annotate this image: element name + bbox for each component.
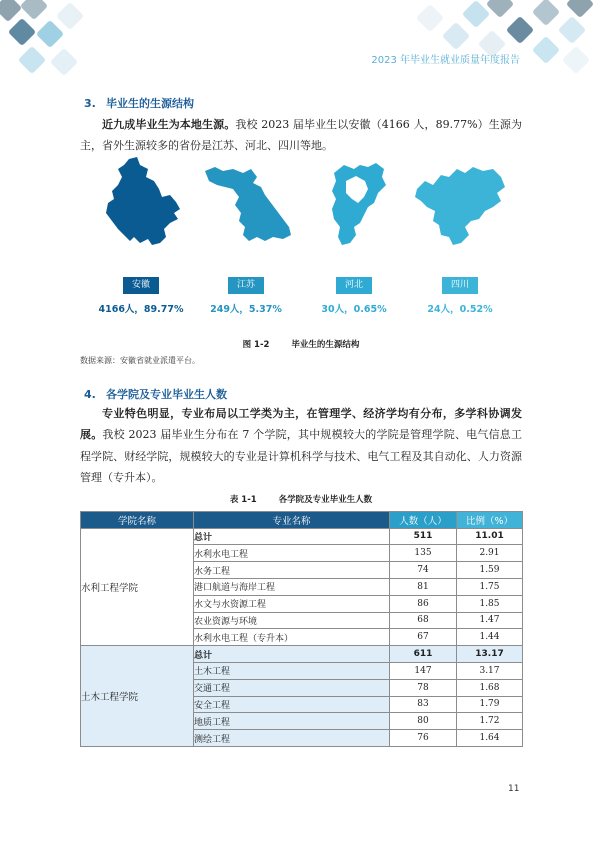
jiangsu-map-shape — [203, 165, 291, 242]
graduate-ratio: 1.72 — [457, 713, 523, 730]
section-4-title: 各学院及专业毕业生人数 — [106, 388, 227, 401]
graduate-count: 78 — [390, 679, 457, 696]
college-name: 水利工程学院 — [81, 528, 194, 646]
province-value: 249人，5.37% — [210, 304, 282, 315]
decor-square — [416, 4, 444, 32]
major-name: 交通工程 — [194, 679, 390, 696]
graduate-ratio: 11.01 — [457, 528, 523, 545]
graduate-count: 86 — [390, 595, 457, 612]
province-value: 24人，0.52% — [427, 304, 493, 315]
province-anhui — [86, 155, 196, 320]
graduate-ratio: 1.68 — [457, 679, 523, 696]
province-hebei — [299, 155, 409, 320]
page-number: 11 — [508, 784, 520, 794]
table-caption-text: 各学院及专业毕业生人数 — [278, 495, 373, 505]
decor-square — [532, 0, 560, 26]
graduate-count: 83 — [390, 696, 457, 713]
header-count: 人数（人） — [390, 512, 457, 529]
section-3-heading — [84, 98, 194, 110]
graduate-count: 147 — [390, 662, 457, 679]
province-sichuan — [405, 155, 515, 320]
graduate-count: 67 — [390, 629, 457, 646]
table-header-row — [81, 512, 523, 529]
province-label: 河北 — [336, 277, 372, 294]
graduate-count: 135 — [390, 545, 457, 562]
section-4-number: 4. — [84, 388, 96, 401]
major-name: 地质工程 — [194, 713, 390, 730]
section-4-heading — [84, 389, 227, 401]
province-value: 30人，0.65% — [321, 304, 387, 315]
section-3-title: 毕业生的生源结构 — [106, 97, 194, 110]
graduate-count: 611 — [390, 646, 457, 663]
major-name: 水文与水资源工程 — [194, 595, 390, 612]
decor-square — [50, 48, 78, 76]
decor-square — [56, 2, 84, 30]
graduates-by-major-table — [80, 511, 523, 747]
graduate-count: 74 — [390, 562, 457, 579]
hebei-map-shape — [330, 163, 386, 246]
decor-square — [0, 0, 22, 22]
major-name: 农业资源与环境 — [194, 612, 390, 629]
graduate-ratio: 3.17 — [457, 662, 523, 679]
college-group — [81, 528, 523, 646]
major-name: 测绘工程 — [194, 730, 390, 747]
decor-square — [558, 16, 586, 44]
major-name: 水利水电工程（专升本） — [194, 629, 390, 646]
table-row — [81, 646, 523, 663]
graduate-count: 80 — [390, 713, 457, 730]
section-4-paragraph — [80, 403, 522, 488]
province-jiangsu — [191, 155, 301, 320]
table-row — [81, 528, 523, 545]
decor-square — [562, 46, 590, 74]
table-number: 表 1-1 — [229, 495, 257, 505]
major-name: 总计 — [194, 528, 390, 545]
decor-square — [486, 0, 514, 18]
major-name: 安全工程 — [194, 696, 390, 713]
graduate-ratio: 1.47 — [457, 612, 523, 629]
section-3-lead-text: 我校 2023 届毕业生以安徽（4166 人，89.77%）生源为主，省外生源较多的省份是江苏、河北、四川等地。 — [80, 118, 523, 152]
graduate-ratio: 1.44 — [457, 629, 523, 646]
figure-caption-text: 毕业生的生源结构 — [291, 340, 360, 350]
graduate-ratio: 1.79 — [457, 696, 523, 713]
section-4-lead-bold: 专业特色明显，专业布局以工学类为主，在管理学、经济学均有分布，多学科协调发展。 — [80, 407, 522, 442]
graduate-ratio: 1.75 — [457, 578, 523, 595]
province-label: 四川 — [442, 277, 478, 294]
graduate-ratio: 1.85 — [457, 595, 523, 612]
graduate-count: 81 — [390, 578, 457, 595]
figure-number: 图 1-2 — [242, 340, 270, 350]
decor-square — [20, 0, 48, 20]
sichuan-map-shape — [413, 165, 506, 246]
graduate-ratio: 2.91 — [457, 545, 523, 562]
section-3-number: 3. — [84, 97, 96, 110]
graduate-count: 511 — [390, 528, 457, 545]
graduate-ratio: 1.64 — [457, 730, 523, 747]
major-name: 总计 — [194, 646, 390, 663]
graduate-count: 68 — [390, 612, 457, 629]
anhui-map-shape — [104, 157, 181, 246]
decor-square — [532, 36, 560, 64]
graduate-count: 76 — [390, 730, 457, 747]
graduate-ratio: 13.17 — [457, 646, 523, 663]
college-name: 土木工程学院 — [81, 646, 194, 747]
section-4-body-text: 我校 2023 届毕业生分布在 7 个学院，其中规模较大的学院是管理学院、电气信息工程学院、财经学院，规模较大的专业是计算机科学与技术、电气工程及其自动化、人力资源管理（专升本）。 — [80, 428, 522, 484]
decor-square — [442, 22, 470, 50]
major-name: 水利水电工程 — [194, 545, 390, 562]
section-3-lead-bold: 近九成毕业生为本地生源。 — [102, 118, 236, 131]
decor-square — [18, 46, 46, 74]
decor-square — [566, 0, 594, 18]
college-group — [81, 646, 523, 747]
province-label: 安徽 — [123, 277, 159, 294]
header-ratio: 比例（%） — [457, 512, 523, 529]
major-name: 土木工程 — [194, 662, 390, 679]
header-college: 学院名称 — [81, 512, 194, 529]
graduate-ratio: 1.59 — [457, 562, 523, 579]
table-caption — [80, 493, 522, 505]
province-value: 4166人，89.77% — [98, 304, 184, 315]
decor-square — [36, 20, 64, 48]
decor-square — [8, 18, 36, 46]
major-name: 水务工程 — [194, 562, 390, 579]
figure-caption — [80, 338, 522, 350]
header-major: 专业名称 — [194, 512, 390, 529]
major-name: 港口航道与海岸工程 — [194, 578, 390, 595]
province-label: 江苏 — [228, 277, 264, 294]
data-source-note: 数据来源：安徽省就业派遣平台。 — [80, 356, 200, 365]
decor-square — [506, 16, 534, 44]
report-header-title: 2023 年毕业生就业质量年度报告 — [371, 55, 520, 66]
section-3-paragraph — [80, 114, 522, 156]
